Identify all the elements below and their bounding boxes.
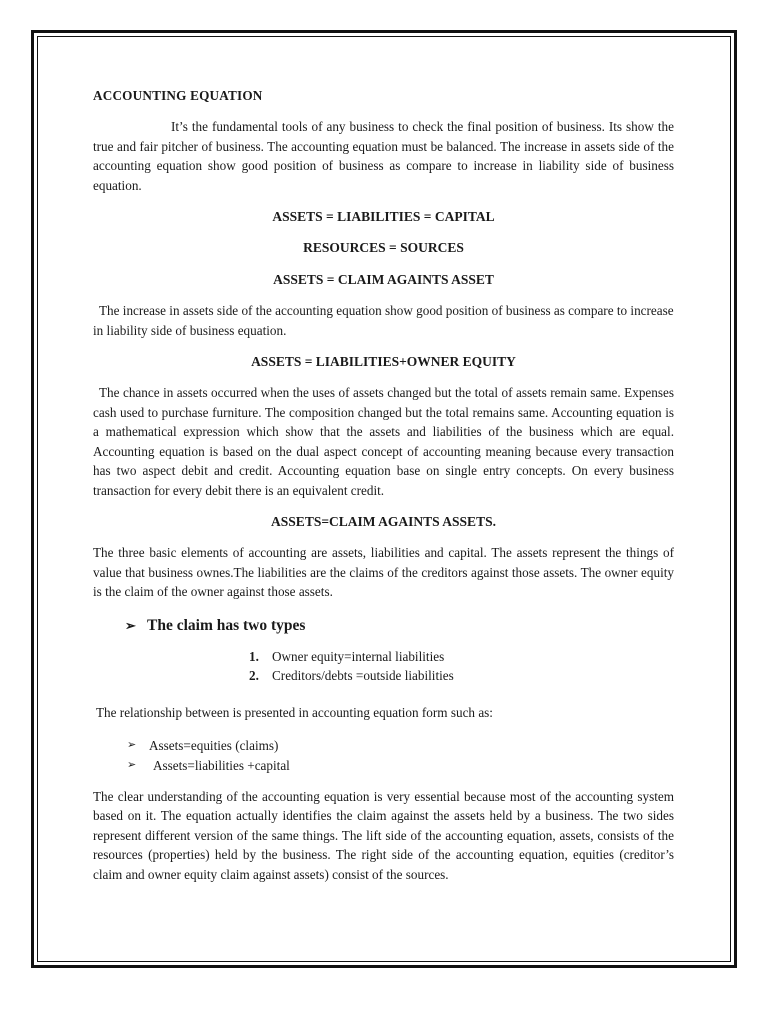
paragraph-intro: It’s the fundamental tools of any business to check the final position of business. Its show the true and fair pitcher of business. The accounting equation must be balanced. The increase in assets side of the accounting equation show good position of business as compare to increase in liability side of business equation.: [93, 119, 674, 193]
paragraph-basic-elements: The three basic elements of accounting are assets, liabilities and capital. The assets represent the things of value that business ownes.The liabilities are the claims of the creditors against those assets. The owner equity is the claim of the owner against those assets.: [93, 545, 674, 600]
equation-assets-claim-assets: ASSETS=CLAIM AGAINTS ASSETS.: [271, 513, 496, 529]
list-item: [127, 736, 674, 755]
list-item-number: 1.: [249, 648, 259, 664]
paragraph-increase-assets: The increase in assets side of the accounting equation show good position of business as compare to increase in liability side of business equation.: [93, 303, 674, 338]
document-heading: ACCOUNTING EQUATION: [93, 88, 263, 103]
claim-types-list: [249, 647, 674, 686]
relationship-list: [127, 736, 674, 775]
equation-assets-liabilities-capital: ASSETS = LIABILITIES = CAPITAL: [272, 209, 495, 225]
list-item-number: 2.: [249, 668, 259, 684]
document-body: [93, 86, 674, 884]
list-item: [249, 666, 674, 685]
list-item-text: Assets=equities (claims): [149, 738, 279, 754]
equation-resources-sources: RESOURCES = SOURCES: [303, 240, 464, 256]
list-item: [249, 647, 674, 666]
list-item: [127, 756, 674, 775]
arrow-bullet-icon: ➢: [125, 617, 136, 633]
paragraph-relationship: The relationship between is presented in accounting equation form such as:: [96, 704, 493, 720]
equation-assets-claim: ASSETS = CLAIM AGAINTS ASSET: [273, 271, 494, 287]
claim-types-heading: [125, 616, 674, 635]
arrow-bullet-icon: ➢: [127, 758, 137, 771]
list-item-text: Owner equity=internal liabilities: [272, 648, 445, 664]
equation-owner-equity: ASSETS = LIABILITIES+OWNER EQUITY: [251, 354, 516, 370]
list-item-text: Creditors/debts =outside liabilities: [272, 668, 454, 684]
arrow-bullet-icon: ➢: [127, 739, 137, 752]
paragraph-understanding: The clear understanding of the accounting equation is very essential because most of the accounting system based on it. The equation actually identifies the claim against the assets held by a business. The two sides represent different version of the same things. The lift side of the accounting equation, assets, consists of the resources (properties) held by the business. The right side of the accounting equation, equities (creditor’s claim and owner equity claim against assets) consist of the sources.: [93, 788, 674, 882]
list-item-text: Assets=liabilities +capital: [153, 757, 290, 773]
claim-types-heading-text: The claim has two types: [147, 616, 306, 634]
paragraph-change-in-assets: The chance in assets occurred when the uses of assets changed but the total of assets remain same. Expenses cash used to purchase furniture. The composition changed but the total remains same. Accounting equation is a mathematical expression which show that the assets and liabilities of the business which are equal. Accounting equation is based on the dual aspect concept of accounting meaning because every transaction has two aspect debit and credit. Accounting equation base on single entry concepts. On every business transaction for every debit there is an equivalent credit.: [93, 385, 674, 498]
